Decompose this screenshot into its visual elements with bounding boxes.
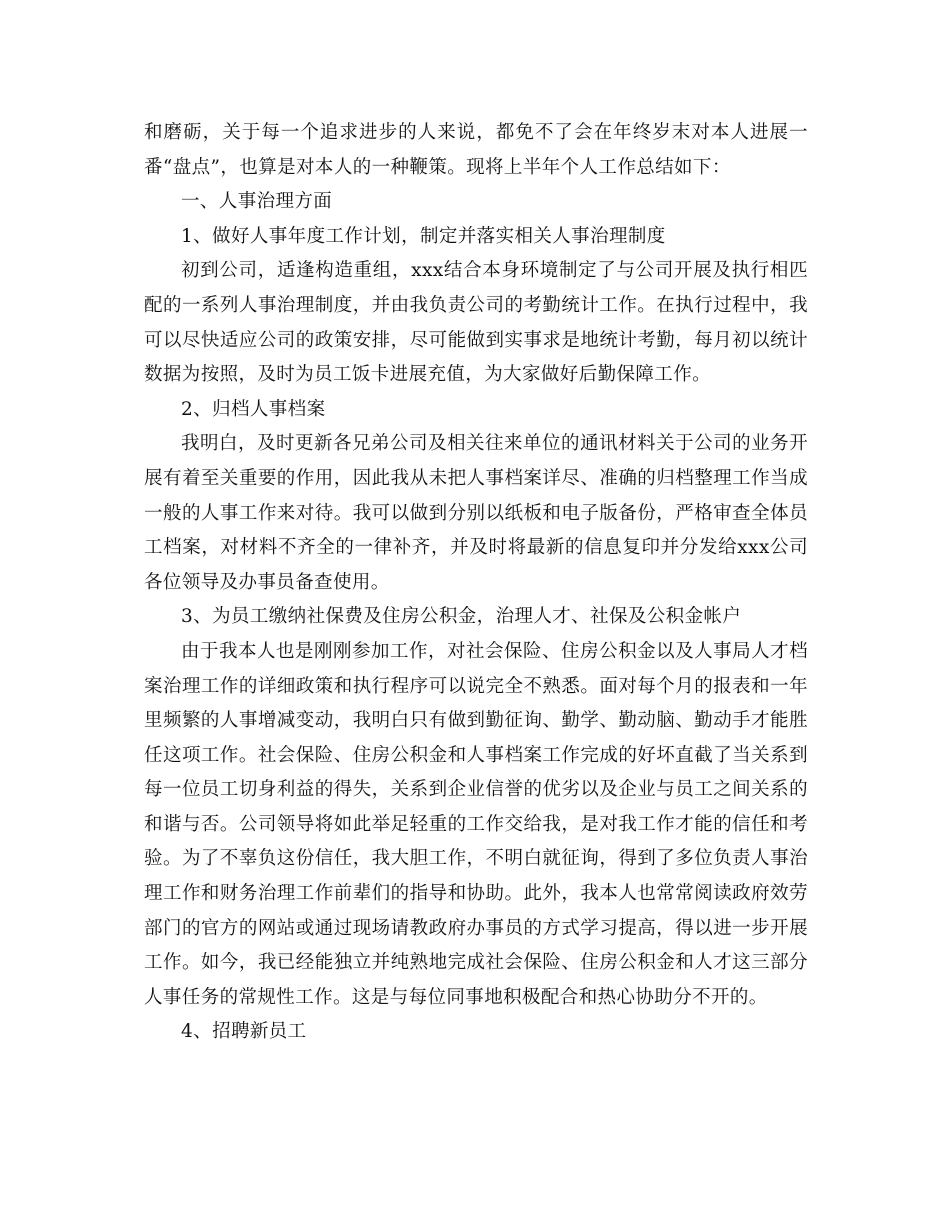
- section-heading-hr-management: 一、人事治理方面: [181, 191, 333, 213]
- subheading-recruitment: 4、招聘新员工: [181, 1021, 307, 1043]
- subheading-archive: 2、归档人事档案: [181, 398, 326, 420]
- paragraph-annual-plan: 初到公司，适逢构造重组，xxx结合本身环境制定了与公司开展及执行相匹配的一系列人事治理制度，并由我负责公司的考勤统计工作。在执行过程中，我可以尽快适应公司的政策安排，尽可能做到实事求是地统计考勤，每月初以统计数据为按照，及时为员工饭卡进展充值，为大家做好后勤保障工作。: [144, 260, 808, 386]
- document-body: [144, 116, 808, 1050]
- paragraph-social-insurance: 由于我本人也是刚刚参加工作，对社会保险、住房公积金以及人事局人才档案治理工作的详细政策和执行程序可以说完全不熟悉。面对每个月的报表和一年里频繁的人事增减变动，我明白只有做到勤征询、勤学、勤动脑、勤动手才能胜任这项工作。社会保险、住房公积金和人事档案工作完成的好坏直截了当关系到每一位员工切身利益的得失，关系到企业信誉的优劣以及企业与员工之间关系的和谐与否。公司领导将如此举足轻重的工作交给我，是对我工作才能的信任和考验。为了不辜负这份信任，我大胆工作，不明白就征询，得到了多位负责人事治理工作和财务治理工作前辈们的指导和协助。此外，我本人也常常阅读政府效劳部门的官方的网站或通过现场请教政府办事员的方式学习提高，得以进一步开展工作。如今，我已经能独立并纯熟地完成社会保险、住房公积金和人才这三部分人事任务的常规性工作。这是与每位同事地积极配合和热心协助分不开的。: [144, 640, 808, 1008]
- paragraph-continuation: 和磨砺，关于每一个追求进步的人来说，都免不了会在年终岁末对本人进展一番“盘点”，也算是对本人的一种鞭策。现将上半年个人工作总结如下：: [144, 122, 808, 178]
- subheading-annual-plan: 1、做好人事年度工作计划，制定并落实相关人事治理制度: [181, 225, 666, 247]
- paragraph-archive: 我明白，及时更新各兄弟公司及相关往来单位的通讯材料关于公司的业务开展有着至关重要的作用，因此我从未把人事档案详尽、准确的归档整理工作当成一般的人事工作来对待。我可以做到分别以纸板和电子版备份，严格审查全体员工档案，对材料不齐全的一律补齐，并及时将最新的信息复印并分发给xxx公司各位领导及办事员备查使用。: [144, 433, 808, 593]
- subheading-social-insurance: 3、为员工缴纳社保费及住房公积金，治理人才、社保及公积金帐户: [181, 606, 742, 628]
